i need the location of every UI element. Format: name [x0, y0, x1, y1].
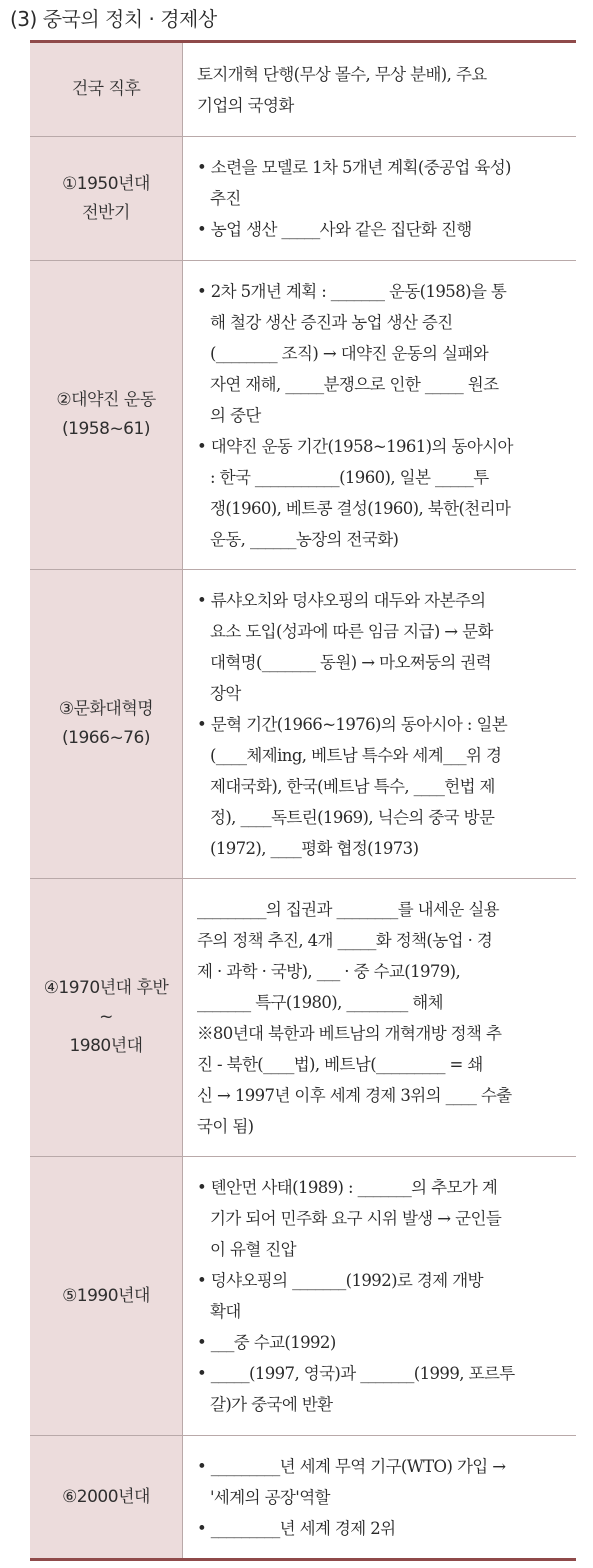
content-line: (________ 조직) → 대약진 운동의 실패와	[210, 343, 489, 363]
section-title: (3) 중국의 정치 · 경제상	[10, 7, 217, 31]
content-line: 대혁명(_______ 동원) → 마오쩌둥의 권력	[210, 652, 492, 672]
row-content	[183, 261, 576, 569]
china-history-table	[30, 40, 576, 1561]
row-header-line: ③문화대혁명	[58, 699, 154, 719]
row-header-line: ②대약진 운동	[56, 390, 156, 410]
content-line: • _________년 세계 경제 2위	[197, 1518, 396, 1538]
content-line: 자연 재해, _____분쟁으로 인한 _____ 원조	[210, 374, 499, 394]
content-line: (____체제ing, 베트남 특수와 세계___위 경	[210, 745, 502, 765]
content-line: • 류샤오치와 덩샤오핑의 대두와 자본주의	[197, 590, 486, 610]
content-line: 제대국화), 한국(베트남 특수, ____헌법 제	[210, 776, 495, 796]
content-line: : 한국 ___________(1960), 일본 _____투	[210, 467, 489, 487]
content-line: _________의 집권과 ________를 내세운 실용	[197, 899, 500, 919]
row-header	[30, 570, 183, 878]
row-content	[183, 43, 576, 136]
row-header	[30, 1436, 183, 1558]
content-line: 주의 정책 추진, 4개 _____화 정책(농업 · 경	[197, 930, 493, 950]
content-line: • _____(1997, 영국)과 _______(1999, 포르투	[197, 1364, 515, 1383]
row-content	[183, 879, 576, 1156]
row-header	[30, 1157, 183, 1435]
content-line: _______ 특구(1980), ________ 해체	[197, 992, 443, 1012]
table-row	[30, 569, 576, 878]
content-line: • _________년 세계 무역 기구(WTO) 가입 →	[197, 1456, 506, 1476]
content-line: 기업의 국영화	[197, 95, 294, 115]
row-header-line: 1980년대	[69, 1036, 143, 1056]
content-line: 토지개혁 단행(무상 몰수, 무상 분배), 주요	[197, 64, 487, 84]
content-line: 요소 도입(성과에 따른 임금 지급) → 문화	[210, 621, 493, 641]
content-line: 이 유혈 진압	[210, 1240, 296, 1259]
row-content	[183, 570, 576, 878]
content-line: 운동, ______농장의 전국화)	[210, 529, 399, 549]
row-header	[30, 879, 183, 1156]
content-line: 진 - 북한(____법), 베트남(_________ = 쇄	[197, 1054, 483, 1074]
row-header-line: ~	[99, 1007, 113, 1027]
content-line: • 덩샤오핑의 _______(1992)로 경제 개방	[197, 1271, 483, 1290]
content-line: 국이 됨)	[197, 1116, 254, 1136]
row-header	[30, 261, 183, 569]
row-header-line: (1958~61)	[62, 419, 150, 439]
table-row	[30, 1435, 576, 1558]
row-header-line: ⑤1990년대	[62, 1285, 150, 1306]
row-header-line: ④1970년대 후반	[43, 978, 169, 998]
row-header-line: 건국 직후	[71, 79, 141, 99]
row-header-line: ⑥2000년대	[62, 1486, 150, 1507]
content-line: 장악	[210, 683, 241, 703]
row-header-line: (1966~76)	[62, 728, 150, 748]
content-line: • 문혁 기간(1966~1976)의 동아시아 : 일본	[197, 714, 508, 734]
row-header	[30, 43, 183, 136]
table-row	[30, 43, 576, 136]
content-line: '세계의 공장'역할	[210, 1487, 330, 1507]
content-line: (1972), ____평화 협정(1973)	[210, 838, 419, 858]
content-line: 정), ____독트린(1969), 닉슨의 중국 방문	[210, 807, 495, 827]
content-line: 쟁(1960), 베트콩 결성(1960), 북한(천리마	[210, 498, 511, 518]
content-line: 확대	[210, 1302, 241, 1321]
content-line: 기가 되어 민주화 요구 시위 발생 → 군인들	[210, 1209, 502, 1228]
content-line: • 농업 생산 _____사와 같은 집단화 진행	[197, 220, 472, 239]
row-header-line: 전반기	[82, 202, 130, 223]
content-line: 갈)가 중국에 반환	[210, 1395, 333, 1414]
table-row	[30, 878, 576, 1156]
table-row	[30, 1156, 576, 1435]
row-content	[183, 1157, 576, 1435]
row-header	[30, 137, 183, 260]
table-row	[30, 260, 576, 569]
content-line: • 소련을 모델로 1차 5개년 계획(중공업 육성)	[197, 158, 511, 177]
content-line: • 대약진 운동 기간(1958~1961)의 동아시아	[197, 436, 513, 456]
content-line: 제 · 과학 · 국방), ___ · 중 수교(1979),	[197, 961, 461, 981]
content-line: 해 철강 생산 증진과 농업 생산 증진	[210, 312, 453, 332]
content-line: 의 중단	[210, 405, 261, 425]
table-bottom-rule	[30, 1558, 576, 1561]
row-content	[183, 1436, 576, 1558]
row-header-line: ①1950년대	[62, 173, 150, 194]
content-line: • 톈안먼 사태(1989) : _______의 추모가 계	[197, 1178, 498, 1197]
content-line: • ___중 수교(1992)	[197, 1333, 336, 1352]
content-line: 추진	[210, 189, 241, 208]
table-row	[30, 136, 576, 260]
content-line: • 2차 5개년 계획 : _______ 운동(1958)을 통	[197, 281, 507, 301]
content-line: 신 → 1997년 이후 세계 경제 3위의 ____ 수출	[197, 1085, 512, 1105]
content-line: ※80년대 북한과 베트남의 개혁개방 정책 추	[197, 1023, 502, 1043]
row-content	[183, 137, 576, 260]
